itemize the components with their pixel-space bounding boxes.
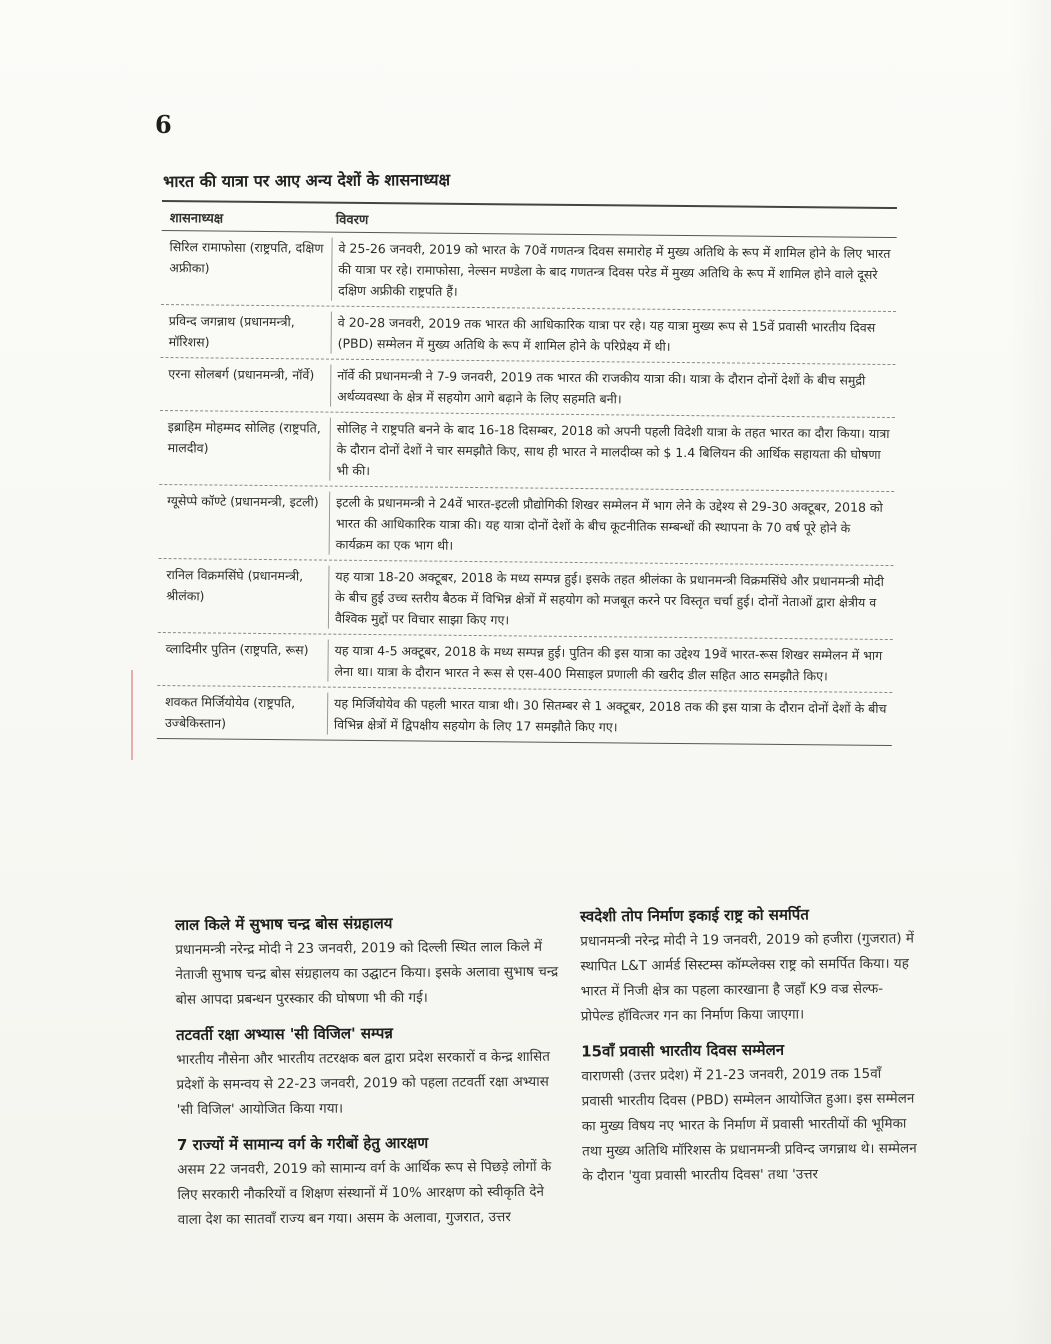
row-description: नॉर्वे की प्रधानमन्त्री ने 7-9 जनवरी, 2019 तक भारत की राजकीय यात्रा की। यात्रा के दौरान दोनों देशों के बीच समुद्री अर्थव्यवस्था के क्षेत्र में सहयोग आगे बढ़ाने के लिए सहमति बनी। xyxy=(330,365,895,412)
row-description: वे 25-26 जनवरी, 2019 को भारत के 70वें गणतन्त्र दिवस समारोह में मुख्य अतिथि के रूप में शामिल होने के लिए भारत की यात्रा पर रहे। रामाफोसा, नेल्सन मण्डेला के बाद गणतन्त्र दिवस परेड में मुख्य अतिथि के रूप में शामिल होने वाले दूसरे दक्षिण अफ्रीकी राष्ट्रपति हैं। xyxy=(331,238,897,306)
row-head-of-state: एरना सोलबर्ग (प्रधानमन्त्री, नॉर्वे) xyxy=(168,366,315,383)
news-item xyxy=(176,1022,562,1123)
row-head-of-state: प्रविन्द जगन्नाथ (प्रधानमन्त्री, मॉरिशस) xyxy=(168,313,295,350)
row-description: यह यात्रा 4-5 अक्टूबर, 2018 के मध्य सम्पन्न हुई। पुतिन की इस यात्रा का उद्देश्य 19वें भारत-रूस शिखर सम्मेलन में भाग लेना था। यात्रा के दौरान भारत ने रूस से एस-400 मिसाइल प्रणाली की खरीद डील सहित आठ समझौते किए। xyxy=(327,640,892,687)
row-description: सोलिह ने राष्ट्रपति बनने के बाद 16-18 दिसम्बर, 2018 को अपनी पहली विदेशी यात्रा के तहत भारत का दौरा किया। यात्रा के दौरान दोनों देशों ने चार समझौते किए, साथ ही भारत ने मालदीव्स को $ 1.4 बिलियन की आर्थिक सहायता की घोषणा भी की। xyxy=(329,418,895,486)
row-head-of-state: रानिल विक्रमसिंघे (प्रधानमन्त्री, श्रीलंका) xyxy=(166,567,304,604)
table-row xyxy=(160,305,895,365)
row-head-of-state: ग्यूसेप्पे कॉण्टे (प्रधानमन्त्री, इटली) xyxy=(167,493,319,510)
news-title: स्वदेशी तोप निर्माण इकाई राष्ट्र को समर्पित xyxy=(579,905,809,926)
news-body: प्रधानमन्त्री नरेन्द्र मोदी ने 23 जनवरी, 2019 को दिल्ली स्थित लाल किले में नेताजी सुभाष चन्द्र बोस संग्रहालय का उद्घाटन किया। इसके अलावा सुभाष चन्द्र बोस आपदा प्रबन्धन पुरस्कार की घोषणा भी की गई। xyxy=(175,938,559,1008)
table-row xyxy=(159,411,895,492)
news-title: लाल किले में सुभाष चन्द्र बोस संग्रहालय xyxy=(175,914,393,934)
news-item xyxy=(580,904,916,1030)
news-item xyxy=(175,912,561,1013)
row-description: वे 20-28 जनवरी, 2019 तक भारत की आधिकारिक यात्रा पर रहे। यह यात्रा मुख्य रूप से 15वें प्रवासी भारतीय दिवस (PBD) सम्मेलन में मुख्य अतिथि के रूप में शामिल होने के परिप्रेक्ष्य में थी। xyxy=(331,312,896,359)
heads-of-state-table xyxy=(157,200,897,746)
section-title: भारत की यात्रा पर आए अन्य देशों के शासनाध्यक्ष xyxy=(163,169,451,191)
row-head-of-state: सिरिल रामाफोसा (राष्ट्रपति, दक्षिण अफ्रीका) xyxy=(169,239,324,276)
table-row xyxy=(161,231,897,312)
table-row xyxy=(157,686,892,746)
row-description: यह मिर्जियोयेव की पहली भारत यात्रा थी। 30 सितम्बर से 1 अक्टूबर, 2018 तक की इस यात्रा के दौरान दोनों देशों के बीच विभिन्न क्षेत्रों में द्विपक्षीय सहयोग के लिए 17 समझौते किए गए। xyxy=(327,693,892,740)
row-head-of-state: इब्राहिम मोहम्मद सोलिह (राष्ट्रपति, मालदीव) xyxy=(167,419,321,456)
news-title: तटवर्ती रक्षा अभ्यास 'सी विजिल' सम्पन्न xyxy=(175,1024,393,1044)
table-row xyxy=(157,633,892,693)
news-body: भारतीय नौसेना और भारतीय तटरक्षक बल द्वारा प्रदेश सरकारों व केन्द्र शासित प्रदेशों के समन्वय से 22-23 जनवरी, 2019 को पहला तटवर्ती रक्षा अभ्यास 'सी विजिल' आयोजित किया गया। xyxy=(176,1048,551,1118)
table-row xyxy=(160,358,895,418)
row-head-of-state: शवकत मिर्जियोयेव (राष्ट्रपति, उज्बेकिस्तान) xyxy=(164,694,296,731)
news-body: असम 22 जनवरी, 2019 को सामान्य वर्ग के आर्थिक रूप से पिछड़े लोगों के लिए सरकारी नौकरियों व शिक्षण संस्थानों में 10% आरक्षण को स्वीकृति देने वाला देश का सातवाँ राज्य बन गया। असम के अलावा, गुजरात, उत्तर xyxy=(177,1158,552,1228)
news-item xyxy=(581,1039,917,1190)
news-section xyxy=(175,905,918,1245)
news-item xyxy=(177,1132,563,1233)
right-column xyxy=(580,904,918,1242)
header-name: शासनाध्यक्ष xyxy=(169,211,224,227)
header-desc: विवरण xyxy=(335,212,369,228)
row-description: यह यात्रा 18-20 अक्टूबर, 2018 के मध्य सम्पन्न हुई। इसके तहत श्रीलंका के प्रधानमन्त्री विक्रमसिंघे और प्रधानमन्त्री मोदी के बीच हुई उच्च स्तरीय बैठक में विभिन्न क्षेत्रों में सहयोग को मजबूत करने पर विस्तृत चर्चा हुई। दोनों नेताओं द्वारा क्षेत्रीय व वैश्विक मुद्दों पर विचार साझा किए गए। xyxy=(328,566,894,634)
row-head-of-state: व्लादिमीर पुतिन (राष्ट्रपति, रूस) xyxy=(165,641,309,658)
red-margin-mark xyxy=(131,670,133,760)
page-number: 6 xyxy=(155,110,172,139)
table-row xyxy=(159,485,895,566)
news-body: वाराणसी (उत्तर प्रदेश) में 21-23 जनवरी, 2019 तक 15वाँ प्रवासी भारतीय दिवस (PBD) सम्मेलन आयोजित हुआ। इस सम्मेलन का मुख्य विषय नए भारत के निर्माण में प्रवासी भारतीयों की भूमिका तथा मुख्य अतिथि मॉरिशस के प्रधानमन्त्री प्रविन्द जगन्नाथ थे। सम्मेलन के दौरान 'युवा प्रवासी भारतीय दिवस' तथा 'उत्तर xyxy=(581,1065,917,1185)
table-row xyxy=(158,559,894,640)
row-description: इटली के प्रधानमन्त्री ने 24वें भारत-इटली प्रौद्योगिकी शिखर सम्मेलन में भाग लेने के उद्देश्य से 29-30 अक्टूबर, 2018 को भारत की आधिकारिक यात्रा की। यह यात्रा दोनों देशों के बीच कूटनीतिक सम्बन्धों की स्थापना के 70 वर्ष पूरे होने के कार्यक्रम का एक भाग थी। xyxy=(329,492,895,560)
left-column xyxy=(175,912,563,1245)
news-title: 7 राज्यों में सामान्य वर्ग के गरीबों हेतु आरक्षण xyxy=(176,1133,429,1154)
table-body xyxy=(157,231,897,746)
news-body: प्रधानमन्त्री नरेन्द्र मोदी ने 19 जनवरी, 2019 को हजीरा (गुजरात) में स्थापित L&T आर्मर्ड सिस्टम्स कॉम्प्लेक्स राष्ट्र को समर्पित किया। यह भारत में निजी क्षेत्र का पहला कारखाना है जहाँ K9 वज्र सेल्फ-प्रोपेल्ड हॉवित्जर गन का निर्माण किया जाएगा। xyxy=(580,930,915,1025)
page-edge-shadow xyxy=(1011,0,1051,1344)
news-title: 15वाँ प्रवासी भारतीय दिवस सम्मेलन xyxy=(581,1040,785,1061)
